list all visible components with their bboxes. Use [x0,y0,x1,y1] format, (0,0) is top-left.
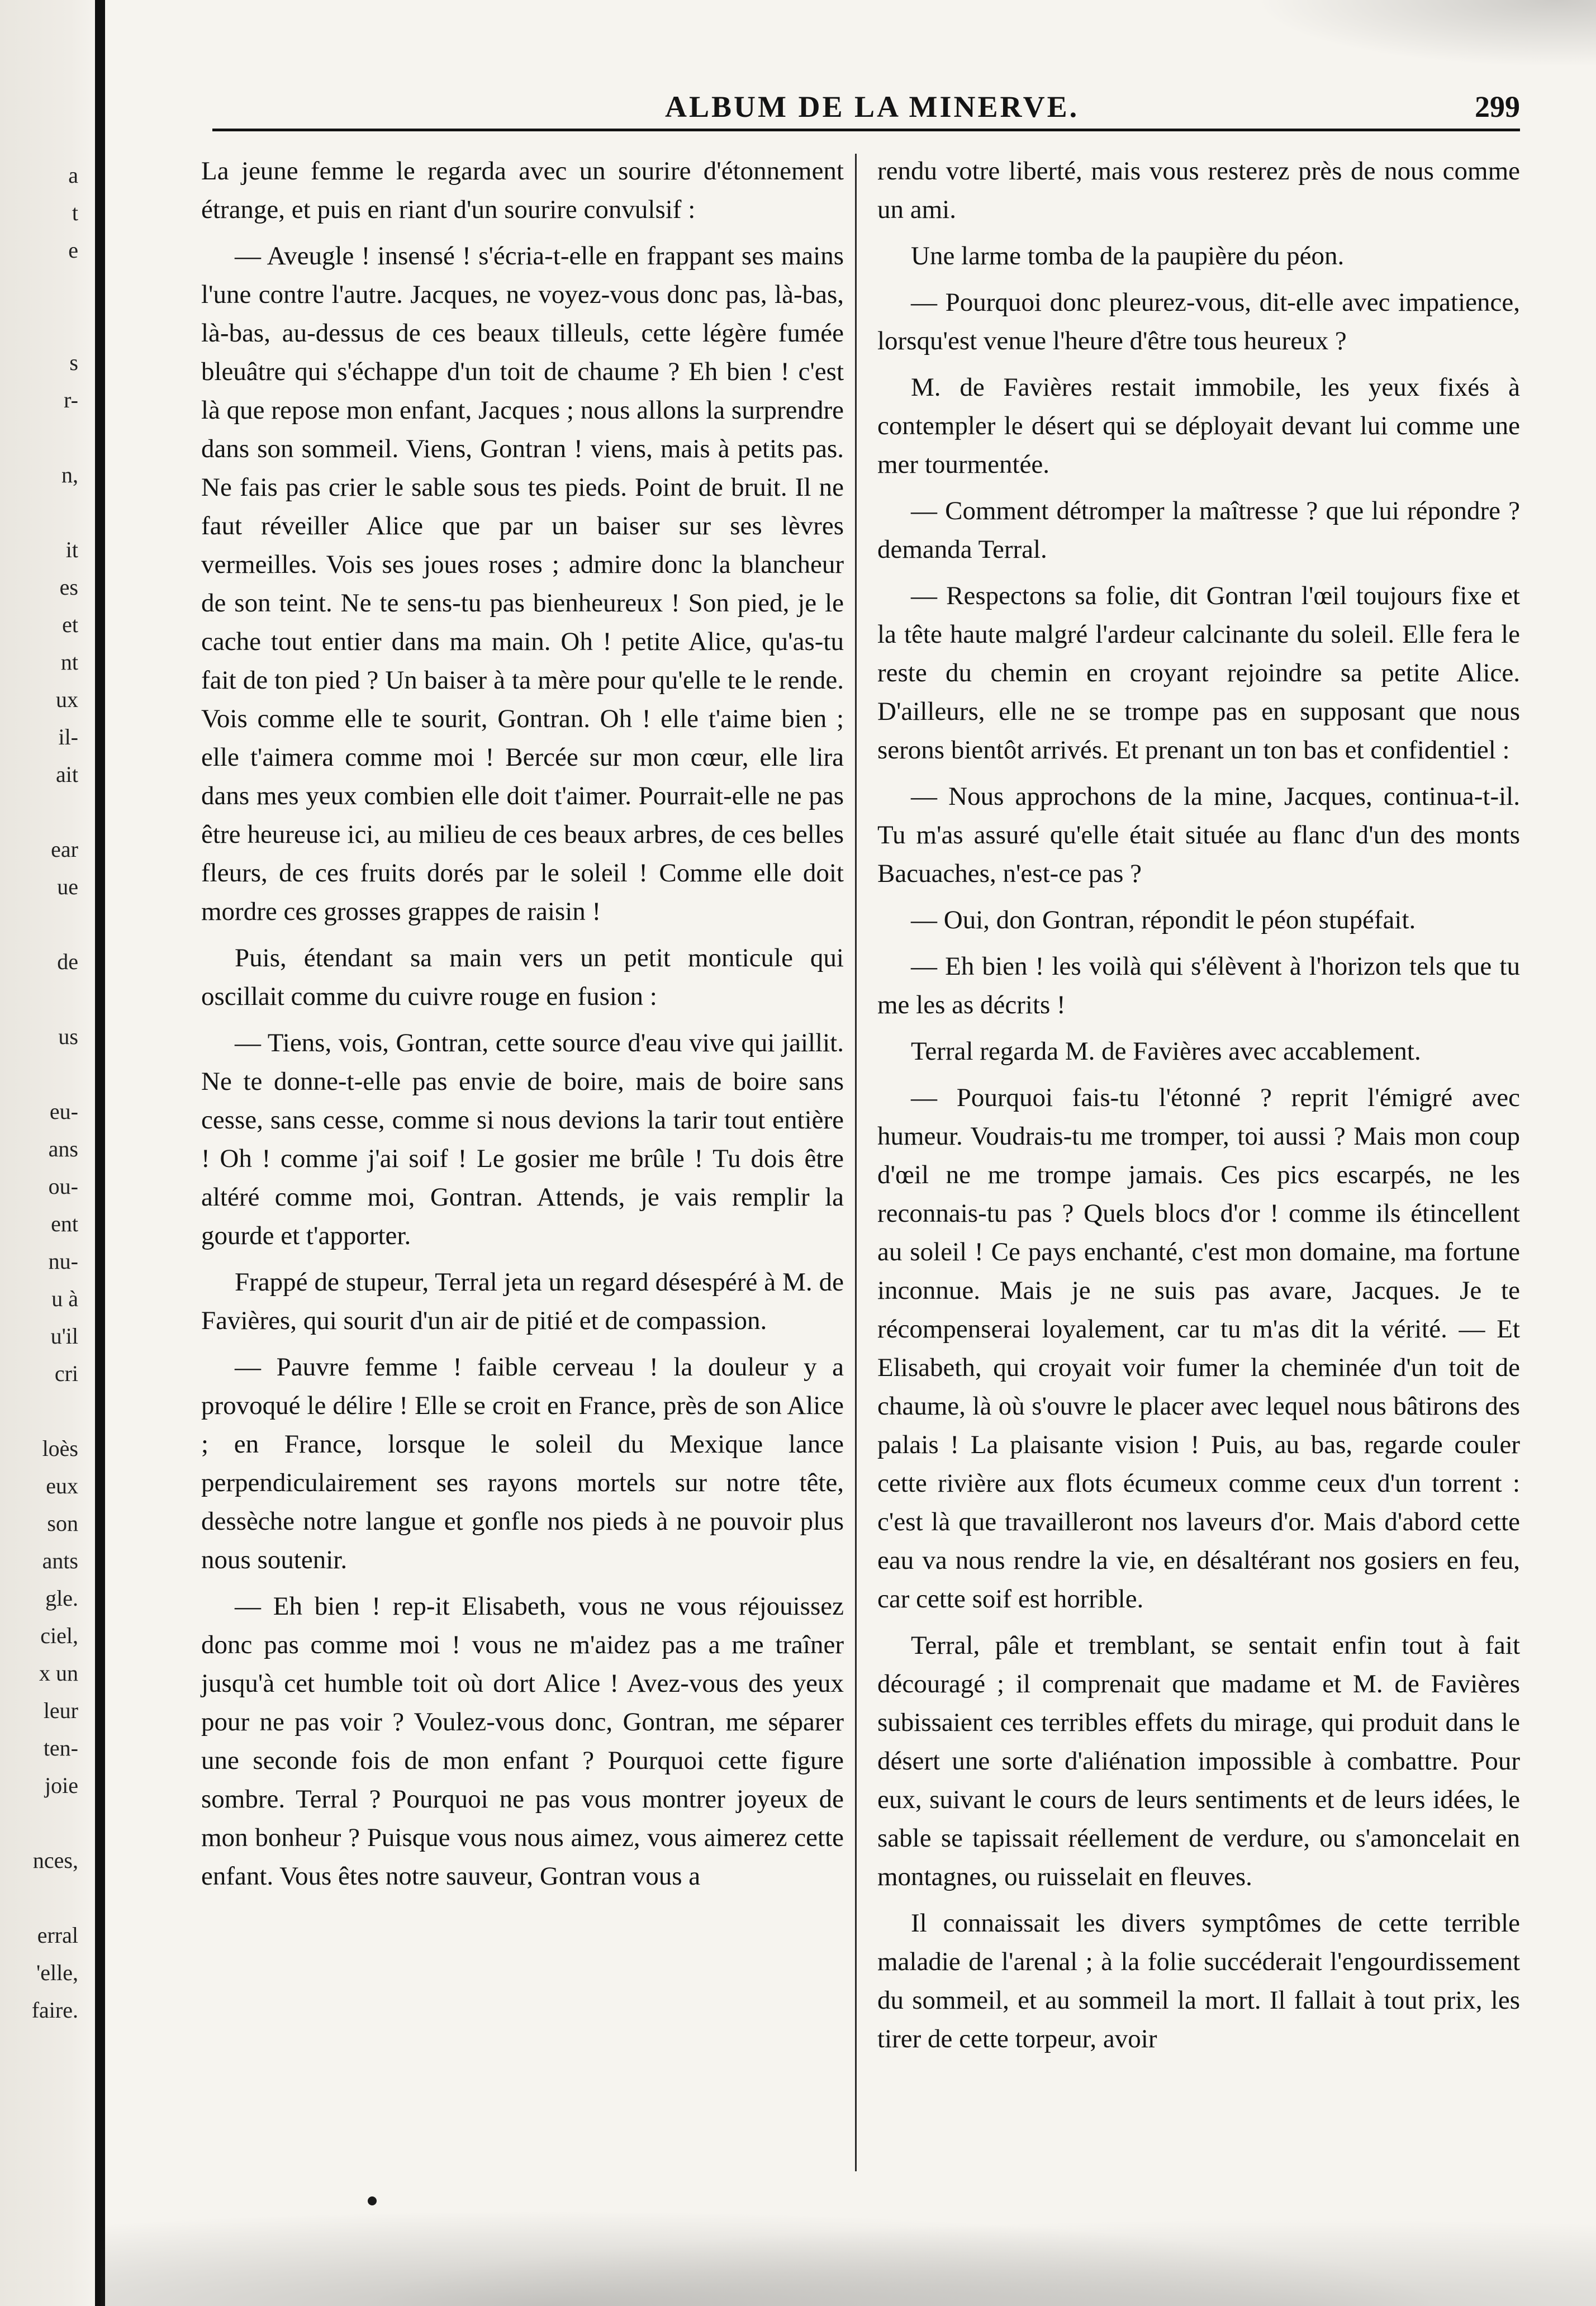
paragraph: Terral regarda M. de Favières avec accablement. [911,1037,1421,1066]
left-column [201,152,844,1904]
column-divider [855,154,857,2171]
paragraph: Une larme tomba de la paupière du péon. [911,241,1345,271]
gutter-text-fragments: a t e s r- n, it es et nt ux il- ait ear ue de us eu- ans ou- ent nu- u à u'il cri loès eux son ants gle. ciel, x un leur ten- joie nces, erral 'elle, faire. [31,163,78,2023]
scan-noise-top [1205,0,1596,78]
header-rule [212,129,1520,131]
paragraph: — Respectons sa folie, dit Gontran l'œil toujours fixe et la tête haute malgré l'ardeur calcinante du soleil. Elle fera le reste du chemin en croyant rejoindre sa petite Alice. D'ailleurs, elle ne se trompe pas en supposant que nous serons bientôt arrivés. Et prenant un ton bas et confidentiel : [877,581,1520,765]
paragraph: — Tiens, vois, Gontran, cette source d'eau vive qui jaillit. Ne te donne-t-elle pas envie de boire, mais de boire sans cesse, sans cesse, comme si nous devions la tarir tout entière ! Oh ! comme j'ai soif ! Le gosier me brûle ! Tu dois être altéré comme moi, Gontran. Attends, je vais remplir la gourde et t'apporter. [201,1028,844,1250]
paragraph: Il connaissait les divers symptômes de cette terrible maladie de l'arenal ; à la folie succéderait l'engourdissement du sommeil, et au sommeil la mort. Il fallait à tout prix, les tirer de cette torpeur, avoir [877,1909,1520,2053]
scan-noise-bottom [101,2194,1596,2306]
running-head: ALBUM DE LA MINERVE. [665,90,1080,124]
paragraph: — Nous approchons de la mine, Jacques, continua-t-il. Tu m'as assuré qu'elle était située au flanc d'un des monts Bacuaches, n'est-ce pas ? [877,782,1520,888]
paragraph: Frappé de stupeur, Terral jeta un regard désespéré à M. de Favières, qui sourit d'un air de pitié et de compassion. [201,1268,844,1335]
paragraph: La jeune femme le regarda avec un sourire d'étonnement étrange, et puis en riant d'un sourire convulsif : [201,156,844,224]
page-header [212,84,1520,134]
book-spine-shadow [95,0,105,2306]
paragraph: — Pauvre femme ! faible cerveau ! la douleur y a provoqué le délire ! Elle se croit en France, près de son Alice ; en France, lorsque le soleil du Mexique lance perpendiculairement ses rayons mortels sur notre tête, dessèche notre langue et gonfle nos pieds à ne pouvoir plus nous soutenir. [201,1353,844,1574]
page-number: 299 [1475,90,1520,124]
paragraph: — Comment détromper la maîtresse ? que lui répondre ? demanda Terral. [877,496,1520,564]
paragraph: — Pourquoi donc pleurez-vous, dit-elle avec impatience, lorsqu'est venue l'heure d'être tous heureux ? [877,288,1520,355]
paragraph: M. de Favières restait immobile, les yeux fixés à contempler le désert qui se déployait devant lui comme une mer tourmentée. [877,373,1520,479]
previous-page-gutter [0,0,101,2306]
paragraph: — Pourquoi fais-tu l'étonné ? reprit l'émigré avec humeur. Voudrais-tu me tromper, toi aussi ? Mais mon coup d'œil ne me trompe jamais. Ces pics escarpés, ne les reconnais-tu pas ? Quels blocs d'or ! comme ils étincellent au soleil ! Ce pays enchanté, c'est mon domaine, ma fortune inconnue. Mais je ne suis pas avare, Jacques. Je te récompenserai loyalement, car tu m'as dit la vérité. — Et Elisabeth, qui croyait voir fumer la cheminée d'un toit de chaume, là où s'ouvre le placer avec lequel nous bâtirons des palais ! La plaisante vision ! Puis, au bas, regarde couler cette rivière aux flots écumeux comme ceux d'un torrent : c'est là que travailleront nos laveurs d'or. Mais d'abord cette eau va nous rendre la vie, en désaltérant nos gosiers en feu, car cette soif est horrible. [877,1083,1520,1614]
right-column [877,152,1520,2066]
paragraph: Puis, étendant sa main vers un petit monticule qui oscillait comme du cuivre rouge en fusion : [201,943,844,1011]
paragraph: — Oui, don Gontran, répondit le péon stupéfait. [911,905,1416,934]
paragraph: Terral, pâle et tremblant, se sentait enfin tout à fait découragé ; il comprenait que madame et M. de Favières subissaient ces terribles effets du mirage, qui produit dans le désert une sorte d'aliénation impossible à combattre. Pour eux, suivant le cours de leurs sentiments et de leurs idées, le sable se tapissait réellement de verdure, ou s'amoncelait en montagnes, ou ruisselait en fleuves. [877,1631,1520,1891]
paragraph: — Aveugle ! insensé ! s'écria-t-elle en frappant ses mains l'une contre l'autre. Jacques, ne voyez-vous donc pas, là-bas, là-bas, au-dessus de ces beaux tilleuls, cette légère fumée bleuâtre qui s'échappe d'un toit de chaume ? Eh bien ! c'est là que repose mon enfant, Jacques ; nous allons la surprendre dans son sommeil. Viens, Gontran ! viens, mais à petits pas. Ne fais pas crier le sable sous tes pieds. Point de bruit. Il ne faut réveiller Alice que par un baiser sur ses lèvres vermeilles. Vois ses joues roses ; admire donc la blancheur de son teint. Ne te sens-tu pas bienheureux ! Son pied, je le cache tout entier dans ma main. Oh ! petite Alice, qu'as-tu fait de ton pied ? Un baiser à ta mère pour qu'elle te le rende. Vois comme elle te sourit, Gontran. Oh ! elle t'aime bien ; elle t'aimera comme moi ! Bercée sur mon cœur, elle lira dans mes yeux combien elle doit t'aimer. Pourrait-elle ne pas être heureuse ici, au milieu de ces beaux arbres, de ces belles fleurs, de ces fruits dorés par le soleil ! Comme elle doit mordre ces grosses grappes de raisin ! [201,241,844,926]
paragraph: rendu votre liberté, mais vous resterez près de nous comme un ami. [877,156,1520,224]
paragraph: — Eh bien ! les voilà qui s'élèvent à l'horizon tels que tu me les as décrits ! [877,952,1520,1019]
paragraph: — Eh bien ! rep-it Elisabeth, vous ne vous réjouissez donc pas comme moi ! vous ne m'aidez pas a me traîner jusqu'à cet humble toit où dort Alice ! Avez-vous des yeux pour ne pas voir ? Voulez-vous donc, Gontran, me séparer une seconde fois de mon enfant ? Pourquoi cette figure sombre. Terral ? Pourquoi ne pas vous montrer joyeux de mon bonheur ? Puisque vous nous aimez, vous aimerez cette enfant. Vous êtes notre sauveur, Gontran vous a [201,1592,844,1891]
